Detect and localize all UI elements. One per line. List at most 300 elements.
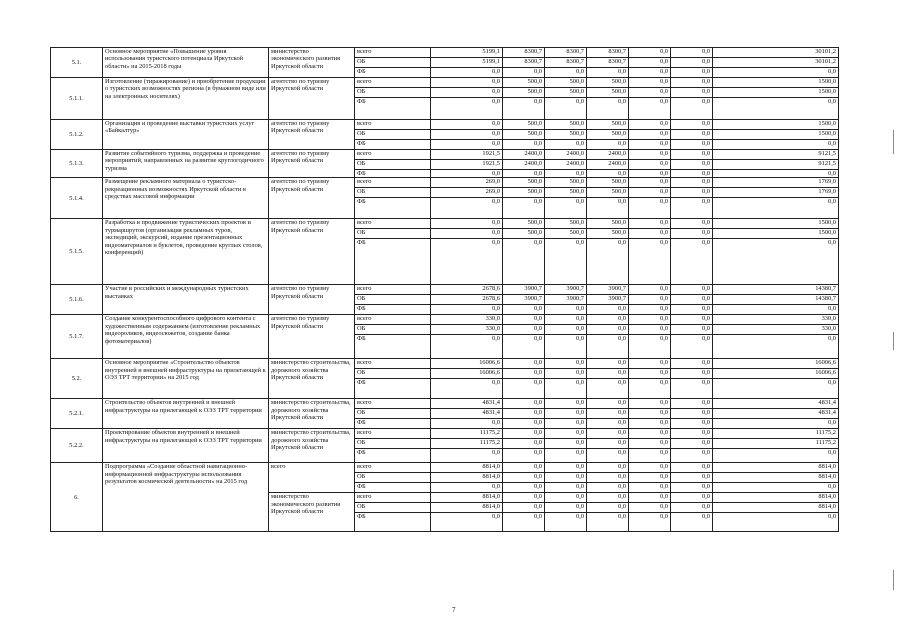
amount-cell: 0,0 [671, 513, 713, 532]
item-title: Строительство объектов внутренней и внешней инфраструктуры на прилегающей к ОЭЗ ТРТ территории [103, 399, 269, 429]
amount-cell: 0,0 [671, 150, 713, 160]
funding-source: всего [355, 493, 431, 503]
amount-cell: 0,0 [587, 419, 629, 429]
funding-source: ОБ [355, 88, 431, 98]
amount-cell: 0,0 [671, 198, 713, 219]
amount-cell: 0,0 [671, 160, 713, 170]
amount-cell: 8300,7 [587, 48, 629, 58]
amount-cell: 0,0 [713, 140, 839, 150]
amount-cell: 0,0 [431, 305, 503, 315]
amount-cell: 500,0 [587, 78, 629, 88]
funding-source: всего [355, 315, 431, 325]
amount-cell: 0,0 [629, 379, 671, 399]
amount-cell: 330,0 [431, 315, 503, 325]
amount-cell: 5199,1 [431, 48, 503, 58]
amount-cell: 0,0 [713, 483, 839, 493]
amount-cell: 0,0 [431, 513, 503, 532]
amount-cell: 0,0 [503, 473, 545, 483]
amount-cell: 0,0 [431, 120, 503, 130]
item-number: 5.1.2. [51, 120, 103, 150]
amount-cell: 1500,0 [713, 120, 839, 130]
amount-cell: 0,0 [587, 305, 629, 315]
item-number: 5.2.1. [51, 399, 103, 429]
amount-cell: 0,0 [587, 170, 629, 178]
funding-source: всего [355, 78, 431, 88]
amount-cell: 0,0 [431, 170, 503, 178]
amount-cell: 500,0 [503, 178, 545, 188]
amount-cell: 0,0 [629, 140, 671, 150]
amount-cell: 0,0 [545, 369, 587, 379]
amount-cell: 0,0 [545, 170, 587, 178]
amount-cell: 0,0 [587, 449, 629, 463]
amount-cell: 0,0 [503, 399, 545, 409]
funding-source: ФБ [355, 449, 431, 463]
amount-cell: 2400,0 [503, 150, 545, 160]
amount-cell: 0,0 [431, 419, 503, 429]
amount-cell: 500,0 [587, 219, 629, 229]
amount-cell: 0,0 [587, 473, 629, 483]
amount-cell: 0,0 [629, 335, 671, 359]
amount-cell: 0,0 [431, 98, 503, 120]
amount-cell: 0,0 [629, 285, 671, 295]
amount-cell: 0,0 [587, 369, 629, 379]
amount-cell: 0,0 [629, 439, 671, 449]
funding-source: ОБ [355, 503, 431, 513]
amount-cell: 0,0 [671, 239, 713, 285]
funding-source: всего [355, 178, 431, 188]
table-row [51, 399, 839, 409]
amount-cell: 0,0 [431, 219, 503, 229]
amount-cell: 16006,6 [713, 369, 839, 379]
amount-cell: 0,0 [629, 120, 671, 130]
amount-cell: 0,0 [629, 305, 671, 315]
executor-cell: агентство по туризму Иркутской области [269, 150, 355, 178]
amount-cell: 330,0 [713, 315, 839, 325]
amount-cell: 0,0 [671, 178, 713, 188]
item-title: Изготовление (тиражирование) и приобретение продукции о туристских возможностях региона (в бумажном виде или на электронных носителях) [103, 78, 269, 120]
amount-cell: 4831,4 [713, 409, 839, 419]
item-number: 5.2. [51, 359, 103, 399]
table-row [51, 78, 839, 88]
amount-cell: 0,0 [629, 178, 671, 188]
amount-cell: 0,0 [503, 325, 545, 335]
executor-cell: агентство по туризму Иркутской области [269, 78, 355, 120]
amount-cell: 0,0 [431, 335, 503, 359]
amount-cell: 3900,7 [587, 285, 629, 295]
amount-cell: 0,0 [629, 429, 671, 439]
amount-cell: 500,0 [503, 188, 545, 198]
amount-cell: 0,0 [503, 98, 545, 120]
funding-source: всего [355, 150, 431, 160]
amount-cell: 1500,0 [713, 78, 839, 88]
funding-source: ФБ [355, 98, 431, 120]
amount-cell: 500,0 [587, 178, 629, 188]
amount-cell: 0,0 [671, 188, 713, 198]
amount-cell: 0,0 [671, 369, 713, 379]
amount-cell: 0,0 [629, 325, 671, 335]
table-row [51, 429, 839, 439]
funding-source: всего [355, 285, 431, 295]
amount-cell: 0,0 [671, 78, 713, 88]
amount-cell: 0,0 [431, 88, 503, 98]
table-row [51, 315, 839, 325]
amount-cell: 2400,0 [587, 160, 629, 170]
funding-source: всего [355, 120, 431, 130]
amount-cell: 0,0 [545, 409, 587, 419]
amount-cell: 0,0 [629, 58, 671, 68]
amount-cell: 0,0 [713, 239, 839, 285]
amount-cell: 0,0 [629, 513, 671, 532]
amount-cell: 0,0 [671, 170, 713, 178]
item-title: Основное мероприятие «Строительство объектов внутренней и внешней инфраструктуры на прилегающей к ОЭЗ ТРТ территории» на 2015 год [103, 359, 269, 399]
amount-cell: 16006,6 [713, 359, 839, 369]
amount-cell: 0,0 [503, 170, 545, 178]
item-number: 5.1.4. [51, 178, 103, 219]
amount-cell: 0,0 [503, 513, 545, 532]
amount-cell: 0,0 [545, 305, 587, 315]
amount-cell: 8814,0 [431, 463, 503, 473]
amount-cell: 0,0 [629, 219, 671, 229]
funding-source: ОБ [355, 325, 431, 335]
amount-cell: 0,0 [545, 483, 587, 493]
amount-cell: 8300,7 [587, 58, 629, 68]
amount-cell: 0,0 [503, 419, 545, 429]
amount-cell: 0,0 [671, 335, 713, 359]
amount-cell: 8300,7 [503, 58, 545, 68]
amount-cell: 0,0 [503, 379, 545, 399]
amount-cell: 500,0 [545, 178, 587, 188]
amount-cell: 2678,6 [431, 285, 503, 295]
amount-cell: 0,0 [671, 429, 713, 439]
table-row [51, 120, 839, 130]
amount-cell: 0,0 [671, 285, 713, 295]
amount-cell: 0,0 [671, 120, 713, 130]
amount-cell: 0,0 [503, 239, 545, 285]
funding-source: всего [355, 399, 431, 409]
amount-cell: 0,0 [545, 359, 587, 369]
amount-cell: 0,0 [629, 198, 671, 219]
executor-cell: министерство строительства, дорожного хозяйства Иркутской области [269, 429, 355, 463]
table-row [51, 178, 839, 188]
table-row [51, 150, 839, 160]
amount-cell: 0,0 [545, 98, 587, 120]
page-number: 7 [452, 606, 456, 614]
amount-cell: 8814,0 [713, 503, 839, 513]
amount-cell: 0,0 [671, 409, 713, 419]
amount-cell: 0,0 [545, 503, 587, 513]
funding-source: ОБ [355, 188, 431, 198]
amount-cell: 0,0 [503, 439, 545, 449]
amount-cell: 0,0 [545, 325, 587, 335]
amount-cell: 1500,0 [713, 219, 839, 229]
amount-cell: 0,0 [671, 483, 713, 493]
funding-source: ОБ [355, 229, 431, 239]
amount-cell: 0,0 [545, 513, 587, 532]
amount-cell: 2400,0 [545, 150, 587, 160]
amount-cell: 16006,6 [431, 359, 503, 369]
amount-cell: 0,0 [629, 463, 671, 473]
scan-mark [893, 570, 894, 590]
funding-source: всего [355, 359, 431, 369]
amount-cell: 0,0 [671, 219, 713, 229]
amount-cell: 1769,0 [713, 178, 839, 188]
executor-cell: агентство по туризму Иркутской области [269, 219, 355, 285]
amount-cell: 0,0 [629, 229, 671, 239]
amount-cell: 0,0 [671, 295, 713, 305]
amount-cell: 2400,0 [587, 150, 629, 160]
funding-source: всего [355, 463, 431, 473]
amount-cell: 500,0 [545, 78, 587, 88]
funding-source: ОБ [355, 473, 431, 483]
table-row [51, 463, 839, 473]
amount-cell: 0,0 [503, 463, 545, 473]
amount-cell: 4831,4 [713, 399, 839, 409]
amount-cell: 0,0 [629, 419, 671, 429]
amount-cell: 500,0 [503, 120, 545, 130]
amount-cell: 0,0 [713, 335, 839, 359]
amount-cell: 0,0 [587, 68, 629, 78]
amount-cell: 0,0 [545, 429, 587, 439]
amount-cell: 0,0 [545, 493, 587, 503]
amount-cell: 500,0 [587, 120, 629, 130]
amount-cell: 0,0 [545, 419, 587, 429]
funding-source: всего [355, 429, 431, 439]
funding-source: ФБ [355, 335, 431, 359]
scan-mark [893, 332, 894, 350]
amount-cell: 11175,2 [713, 429, 839, 439]
amount-cell: 0,0 [431, 449, 503, 463]
amount-cell: 0,0 [713, 170, 839, 178]
amount-cell: 0,0 [629, 130, 671, 140]
amount-cell: 0,0 [587, 379, 629, 399]
item-title: Размещение рекламного материала о туристско-рекреационных возможностях Иркутской области в средствах массовой информации [103, 178, 269, 219]
amount-cell: 500,0 [545, 120, 587, 130]
amount-cell: 500,0 [503, 229, 545, 239]
funding-source: ФБ [355, 68, 431, 78]
amount-cell: 0,0 [629, 48, 671, 58]
amount-cell: 0,0 [545, 399, 587, 409]
item-number: 5.1.6. [51, 285, 103, 315]
funding-source: ФБ [355, 483, 431, 493]
amount-cell: 0,0 [671, 315, 713, 325]
funding-source: ФБ [355, 379, 431, 399]
amount-cell: 0,0 [587, 463, 629, 473]
amount-cell: 0,0 [503, 409, 545, 419]
amount-cell: 0,0 [503, 429, 545, 439]
amount-cell: 0,0 [431, 130, 503, 140]
amount-cell: 0,0 [587, 239, 629, 285]
amount-cell: 0,0 [503, 335, 545, 359]
amount-cell: 500,0 [503, 219, 545, 229]
amount-cell: 1500,0 [713, 229, 839, 239]
scan-mark [893, 130, 894, 154]
budget-table [50, 47, 839, 532]
amount-cell: 0,0 [713, 513, 839, 532]
amount-cell: 8814,0 [713, 463, 839, 473]
amount-cell: 500,0 [503, 130, 545, 140]
amount-cell: 330,0 [431, 325, 503, 335]
funding-source: ФБ [355, 170, 431, 178]
item-title: Основное мероприятие «Повышение уровня использования туристского потенциала Иркутской области» на 2015-2018 годы [103, 48, 269, 78]
amount-cell: 500,0 [545, 229, 587, 239]
amount-cell: 0,0 [503, 503, 545, 513]
amount-cell: 3900,7 [503, 295, 545, 305]
amount-cell: 500,0 [545, 188, 587, 198]
amount-cell: 0,0 [629, 78, 671, 88]
item-number: 5.1.5. [51, 219, 103, 285]
amount-cell: 0,0 [629, 160, 671, 170]
amount-cell: 0,0 [671, 325, 713, 335]
amount-cell: 0,0 [713, 305, 839, 315]
amount-cell: 0,0 [545, 140, 587, 150]
amount-cell: 0,0 [545, 463, 587, 473]
amount-cell: 500,0 [587, 229, 629, 239]
amount-cell: 0,0 [671, 58, 713, 68]
amount-cell: 0,0 [629, 493, 671, 503]
amount-cell: 0,0 [629, 150, 671, 160]
funding-source: ОБ [355, 160, 431, 170]
amount-cell: 0,0 [503, 449, 545, 463]
table-row [51, 219, 839, 229]
amount-cell: 0,0 [587, 483, 629, 493]
amount-cell: 0,0 [431, 78, 503, 88]
amount-cell: 0,0 [713, 419, 839, 429]
amount-cell: 9121,5 [713, 160, 839, 170]
funding-source: ФБ [355, 513, 431, 532]
amount-cell: 0,0 [629, 68, 671, 78]
amount-cell: 30101,2 [713, 48, 839, 58]
amount-cell: 0,0 [587, 513, 629, 532]
amount-cell: 0,0 [431, 379, 503, 399]
item-number: 5.1.7. [51, 315, 103, 359]
amount-cell: 0,0 [713, 449, 839, 463]
amount-cell: 0,0 [503, 305, 545, 315]
amount-cell: 0,0 [587, 429, 629, 439]
amount-cell: 0,0 [545, 379, 587, 399]
amount-cell: 0,0 [671, 359, 713, 369]
amount-cell: 0,0 [503, 315, 545, 325]
amount-cell: 0,0 [431, 239, 503, 285]
funding-source: ОБ [355, 295, 431, 305]
item-number: 6. [51, 463, 103, 532]
amount-cell: 500,0 [587, 188, 629, 198]
amount-cell: 0,0 [545, 449, 587, 463]
amount-cell: 0,0 [545, 315, 587, 325]
executor-cell: министерство экономического развития Иркутской области [269, 48, 355, 78]
amount-cell: 0,0 [629, 503, 671, 513]
amount-cell: 1921,5 [431, 150, 503, 160]
amount-cell: 0,0 [713, 379, 839, 399]
amount-cell: 3900,7 [545, 285, 587, 295]
amount-cell: 11175,2 [431, 429, 503, 439]
funding-source: ФБ [355, 419, 431, 429]
amount-cell: 500,0 [503, 88, 545, 98]
amount-cell: 0,0 [629, 88, 671, 98]
amount-cell: 8814,0 [431, 503, 503, 513]
item-number: 5.1. [51, 48, 103, 78]
amount-cell: 269,0 [431, 188, 503, 198]
amount-cell: 3900,7 [545, 295, 587, 305]
amount-cell: 0,0 [629, 409, 671, 419]
funding-source: ФБ [355, 239, 431, 285]
amount-cell: 0,0 [545, 198, 587, 219]
amount-cell: 0,0 [671, 463, 713, 473]
amount-cell: 0,0 [671, 439, 713, 449]
amount-cell: 0,0 [587, 359, 629, 369]
amount-cell: 0,0 [671, 473, 713, 483]
item-title: Разработка и продвижение туристических проектов и турмаршрутов (организация рекламных туров, экспедиций, экскурсий, издание презентационных видеоматериалов и буклетов, проведение круглых столов, конференций) [103, 219, 269, 285]
amount-cell: 500,0 [587, 130, 629, 140]
amount-cell: 0,0 [671, 503, 713, 513]
amount-cell: 16006,6 [431, 369, 503, 379]
amount-cell: 0,0 [503, 198, 545, 219]
amount-cell: 0,0 [713, 68, 839, 78]
amount-cell: 0,0 [629, 239, 671, 285]
funding-source: ФБ [355, 198, 431, 219]
amount-cell: 500,0 [545, 130, 587, 140]
amount-cell: 3900,7 [587, 295, 629, 305]
amount-cell: 269,0 [431, 178, 503, 188]
amount-cell: 0,0 [671, 399, 713, 409]
amount-cell: 0,0 [503, 493, 545, 503]
amount-cell: 0,0 [629, 369, 671, 379]
amount-cell: 0,0 [713, 98, 839, 120]
amount-cell: 0,0 [671, 419, 713, 429]
amount-cell: 8814,0 [713, 493, 839, 503]
executor-cell: министерство строительства, дорожного хозяйства Иркутской области [269, 359, 355, 399]
funding-source: ОБ [355, 369, 431, 379]
amount-cell: 0,0 [431, 198, 503, 219]
funding-source: всего [355, 48, 431, 58]
amount-cell: 0,0 [587, 140, 629, 150]
amount-cell: 0,0 [671, 48, 713, 58]
amount-cell: 0,0 [629, 188, 671, 198]
amount-cell: 0,0 [671, 130, 713, 140]
amount-cell: 0,0 [629, 473, 671, 483]
amount-cell: 0,0 [629, 483, 671, 493]
amount-cell: 0,0 [671, 449, 713, 463]
executor-cell: министерство строительства, дорожного хозяйства Иркутской области [269, 399, 355, 429]
amount-cell: 5199,1 [431, 58, 503, 68]
amount-cell: 0,0 [503, 369, 545, 379]
amount-cell: 500,0 [545, 88, 587, 98]
amount-cell: 0,0 [587, 503, 629, 513]
amount-cell: 0,0 [431, 140, 503, 150]
amount-cell: 0,0 [503, 140, 545, 150]
amount-cell: 0,0 [503, 359, 545, 369]
funding-source: всего [355, 219, 431, 229]
item-title: Организация и проведение выставки туристских услуг «Байкалтур» [103, 120, 269, 150]
amount-cell: 0,0 [587, 335, 629, 359]
amount-cell: 8814,0 [431, 473, 503, 483]
amount-cell: 0,0 [587, 439, 629, 449]
amount-cell: 0,0 [545, 239, 587, 285]
amount-cell: 0,0 [671, 140, 713, 150]
amount-cell: 1921,5 [431, 160, 503, 170]
amount-cell: 14380,7 [713, 285, 839, 295]
item-title: Проектирование объектов внутренней и внешней инфраструктуры на прилегающей к ОЭЗ ТРТ территории [103, 429, 269, 463]
amount-cell: 8300,7 [545, 58, 587, 68]
item-number: 5.1.3. [51, 150, 103, 178]
amount-cell: 0,0 [629, 359, 671, 369]
item-title: Подпрограмма «Создание областной навигационно-информационной инфраструктуры использования результатов космической деятельности» на 2015 год [103, 463, 269, 532]
amount-cell: 0,0 [629, 315, 671, 325]
amount-cell: 0,0 [545, 335, 587, 359]
amount-cell: 8300,7 [545, 48, 587, 58]
amount-cell: 0,0 [671, 88, 713, 98]
amount-cell: 0,0 [587, 315, 629, 325]
amount-cell: 0,0 [503, 483, 545, 493]
